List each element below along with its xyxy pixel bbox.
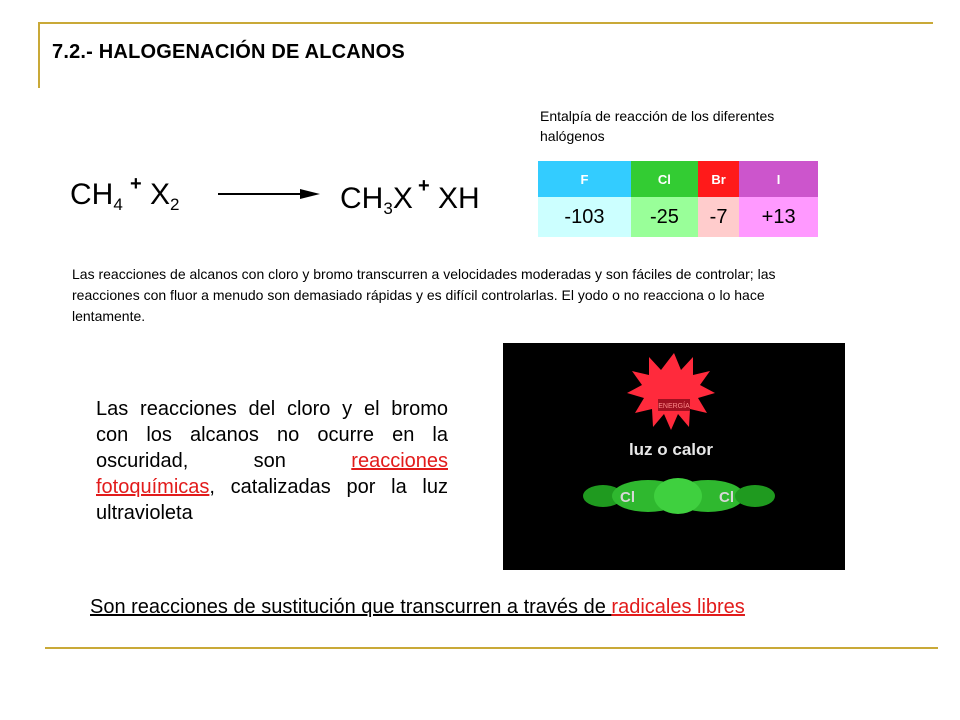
photochemical-paragraph: Las reacciones del cloro y el bromo con los alcanos no ocurre en la oscuridad, son reacciones fotoquímicas, catalizadas por la luz ultravioleta xyxy=(96,398,448,524)
svg-text:CH4: $CH_4$ xyxy=(70,178,123,214)
reactant-ch4: CH xyxy=(70,178,114,211)
header-cell: F xyxy=(538,161,631,197)
product-ch3x: CH xyxy=(340,182,384,215)
value-cell: +13 xyxy=(739,197,818,237)
slide-title: 7.2.- HALOGENACIÓN DE ALCANOS xyxy=(52,41,405,63)
star-text: ENERGÍA xyxy=(658,403,690,410)
header-cell: Cl xyxy=(631,161,698,197)
photochemical-link[interactable]: reacciones fotoquímicas xyxy=(96,450,448,498)
enthalpy-table xyxy=(538,161,818,237)
description-paragraph: Las reacciones de alcanos con cloro y bromo transcurren a velocidades moderadas y son fáciles de controlar; las reacciones con fluor a menudo son demasiado rápidas y es difícil controlarlas. El yodo o no reacciona o lo hace lentamente. xyxy=(72,266,776,324)
plus-sign: + xyxy=(418,175,430,197)
reactant-x2: X xyxy=(150,178,171,211)
chlorine-molecule-icon xyxy=(583,478,775,514)
svg-text:X2: $X_2$ xyxy=(150,178,180,214)
light-cleavage-animation xyxy=(503,343,845,570)
radicals-link[interactable]: radicales libres xyxy=(611,596,745,618)
svg-text:CH3X: $CH_3X$ xyxy=(340,182,413,218)
value-cell: -7 xyxy=(698,197,739,237)
value-cell: -103 xyxy=(538,197,631,237)
header-cell: I xyxy=(739,161,818,197)
summary-line: Son reacciones de sustitución que transcurren a través de radicales libres xyxy=(90,596,745,618)
header-cell: Br xyxy=(698,161,739,197)
bottom-rule xyxy=(45,647,938,649)
table-caption: Entalpía de reacción de los diferentes halógenos xyxy=(540,108,775,144)
reaction-arrow xyxy=(218,189,320,199)
product-xh: XH xyxy=(438,182,480,215)
cl-atom-left: Cl xyxy=(620,489,635,506)
energy-star-icon xyxy=(627,353,715,430)
value-cell: -25 xyxy=(631,197,698,237)
cl-atom-right: Cl xyxy=(719,489,734,506)
plus-sign: + xyxy=(130,173,142,195)
left-rule xyxy=(38,22,40,88)
table-header-row xyxy=(538,161,818,197)
top-rule xyxy=(40,22,933,24)
light-heat-label: luz o calor xyxy=(628,440,714,459)
table-row xyxy=(538,197,818,237)
reaction-equation xyxy=(68,168,488,222)
